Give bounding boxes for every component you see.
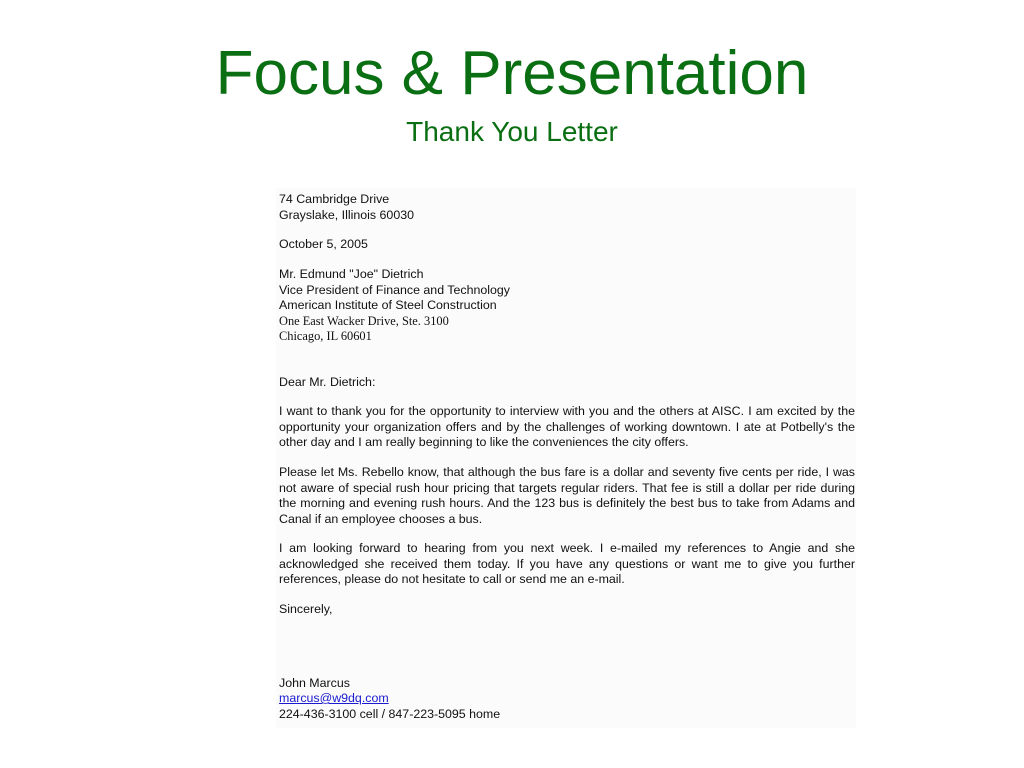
recipient-city: Chicago, IL 60601	[279, 329, 372, 343]
slide-title: Focus & Presentation	[215, 39, 809, 108]
signature-phone: 224-436-3100 cell / 847-223-5095 home	[279, 707, 501, 721]
body-paragraph-2: Please let Ms. Rebello know, that although the bus fare is a dollar and seventy five cents per ride, I was not aware of special rush hour pricing that targets regular riders. That fee is still a dollar per ride during the morning and evening rush hours. And the 123 bus is definitely the best bus to take from Adams and Canal if an employee chooses a bus.	[279, 465, 855, 526]
closing: Sincerely,	[279, 602, 333, 616]
letter-image	[276, 188, 856, 728]
slide-subtitle: Thank You Letter	[406, 116, 618, 147]
recipient-street: One East Wacker Drive, Ste. 3100	[279, 314, 449, 328]
body-paragraph-1: I want to thank you for the opportunity to interview with you and the others at AISC. I am excited by the opportunity your organization offers and by the challenges of working downtown. I ate at Potbelly's the other day and I am really beginning to like the conveniences the city offers.	[279, 404, 855, 449]
recipient-organization: American Institute of Steel Construction	[279, 298, 497, 312]
sender-city: Grayslake, Illinois 60030	[279, 208, 414, 222]
signature-name: John Marcus	[279, 676, 350, 690]
salutation: Dear Mr. Dietrich:	[279, 375, 376, 389]
recipient-title: Vice President of Finance and Technology	[279, 283, 510, 297]
recipient-name: Mr. Edmund "Joe" Dietrich	[279, 267, 424, 281]
sender-street: 74 Cambridge Drive	[279, 192, 390, 206]
letter-date: October 5, 2005	[279, 237, 368, 251]
body-paragraph-3: I am looking forward to hearing from you next week. I e-mailed my references to Angie and she acknowledged she received them today. If you have any questions or want me to give you further references, please do not hesitate to call or send me an e-mail.	[279, 541, 855, 586]
signature-email-link[interactable]: marcus@w9dq.com	[279, 691, 389, 705]
